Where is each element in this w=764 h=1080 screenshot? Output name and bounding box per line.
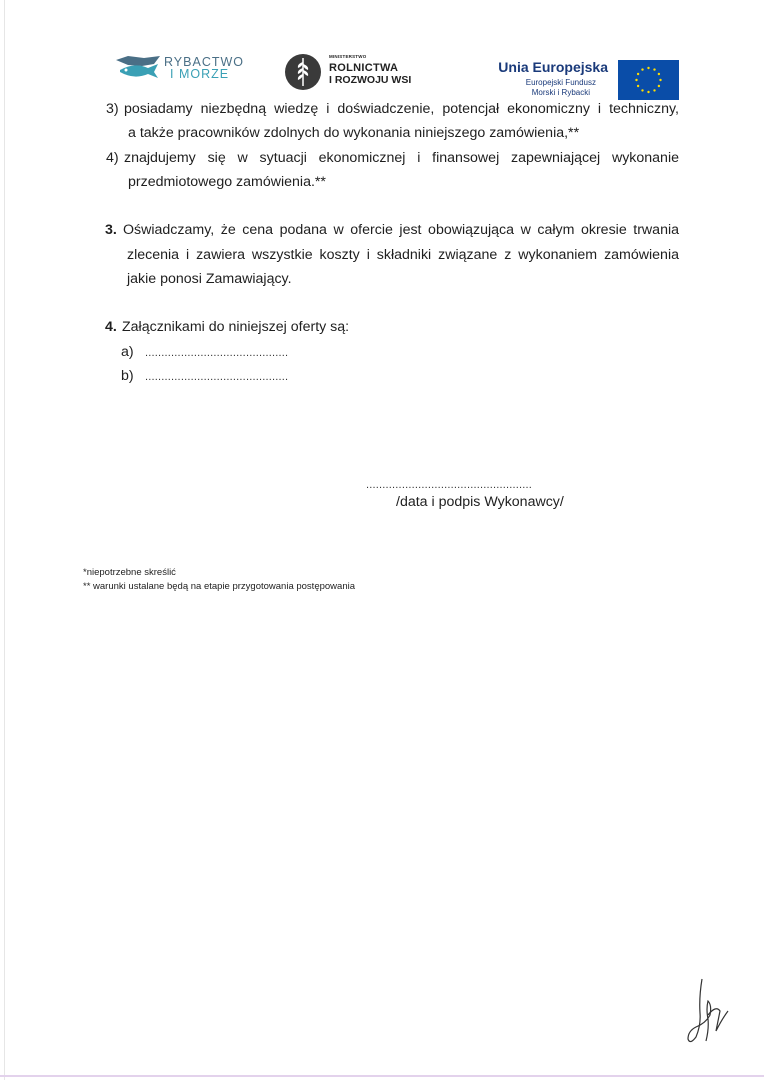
section3-line3: jakie ponosi Zamawiający.	[127, 271, 292, 287]
eu-star	[647, 67, 649, 69]
section4-heading: Załącznikami do niniejszej oferty są:	[122, 319, 350, 335]
handwritten-initials-icon	[682, 975, 732, 1047]
eu-star	[653, 68, 655, 70]
section3-line2: zlecenia i zawiera wszystkie koszty i składniki związane z wykonaniem zamówienia	[127, 247, 679, 263]
eu-logo	[488, 58, 683, 102]
item3-number: 3)	[106, 101, 119, 117]
signature-line: ...................................................	[366, 479, 533, 491]
eu-star	[637, 85, 639, 87]
attachment-b-field: ............................................	[145, 371, 289, 383]
page-edge	[4, 0, 5, 1080]
item4-line2: przedmiotowego zamówienia.**	[128, 174, 326, 190]
eu-star	[658, 85, 660, 87]
section3-number: 3.	[105, 222, 117, 238]
ministry-line2: I ROZWOJU WSI	[329, 74, 412, 86]
section4-number: 4.	[105, 319, 117, 335]
rybactwo-text: RYBACTWO	[164, 55, 244, 69]
eu-star	[635, 79, 637, 81]
eu-star	[637, 73, 639, 75]
signature-caption: /data i podpis Wykonawcy/	[396, 494, 564, 510]
page-bottom-edge	[0, 1075, 764, 1077]
section3-line1: Oświadczamy, że cena podana w ofercie jest obowiązująca w całym okresie trwania	[123, 222, 679, 238]
eu-stars-icon	[618, 60, 679, 100]
item3-line2: a także pracowników zdolnych do wykonania niniejszego zamówienia,**	[128, 125, 580, 141]
eu-fund-line1: Europejski Fundusz	[525, 78, 596, 87]
eu-star	[658, 73, 660, 75]
item4-number: 4)	[106, 150, 119, 166]
footnote-2: ** warunki ustalane będą na etapie przygotowania postępowania	[83, 581, 355, 592]
eu-star	[659, 79, 661, 81]
eu-star	[641, 68, 643, 70]
i-morze-text: I MORZE	[170, 67, 230, 81]
attachment-a-label: a)	[121, 344, 134, 360]
fish-icon	[114, 54, 162, 84]
eu-star	[647, 91, 649, 93]
eu-flag-icon	[618, 60, 679, 100]
wheat-emblem-icon	[283, 52, 323, 92]
rybactwo-i-morze-logo	[114, 52, 244, 86]
ministry-line1: ROLNICTWA	[329, 62, 399, 74]
ministry-logo	[283, 52, 423, 92]
item4-line1: znajdujemy się w sytuacji ekonomicznej i finansowej zapewniającej wykonanie	[124, 150, 679, 166]
eu-star	[641, 89, 643, 91]
eu-star	[653, 89, 655, 91]
attachment-a-field: ............................................	[145, 347, 289, 359]
footnote-1: *niepotrzebne skreślić	[83, 567, 176, 578]
eu-title: Unia Europejska	[498, 59, 608, 75]
item3-line1: posiadamy niezbędną wiedzę i doświadczenie, potencjał ekonomiczny i techniczny,	[124, 101, 679, 117]
ministry-small-label: MINISTERSTWO	[329, 54, 367, 59]
eu-fund-line2: Morski i Rybacki	[531, 88, 590, 97]
attachment-b-label: b)	[121, 368, 134, 384]
